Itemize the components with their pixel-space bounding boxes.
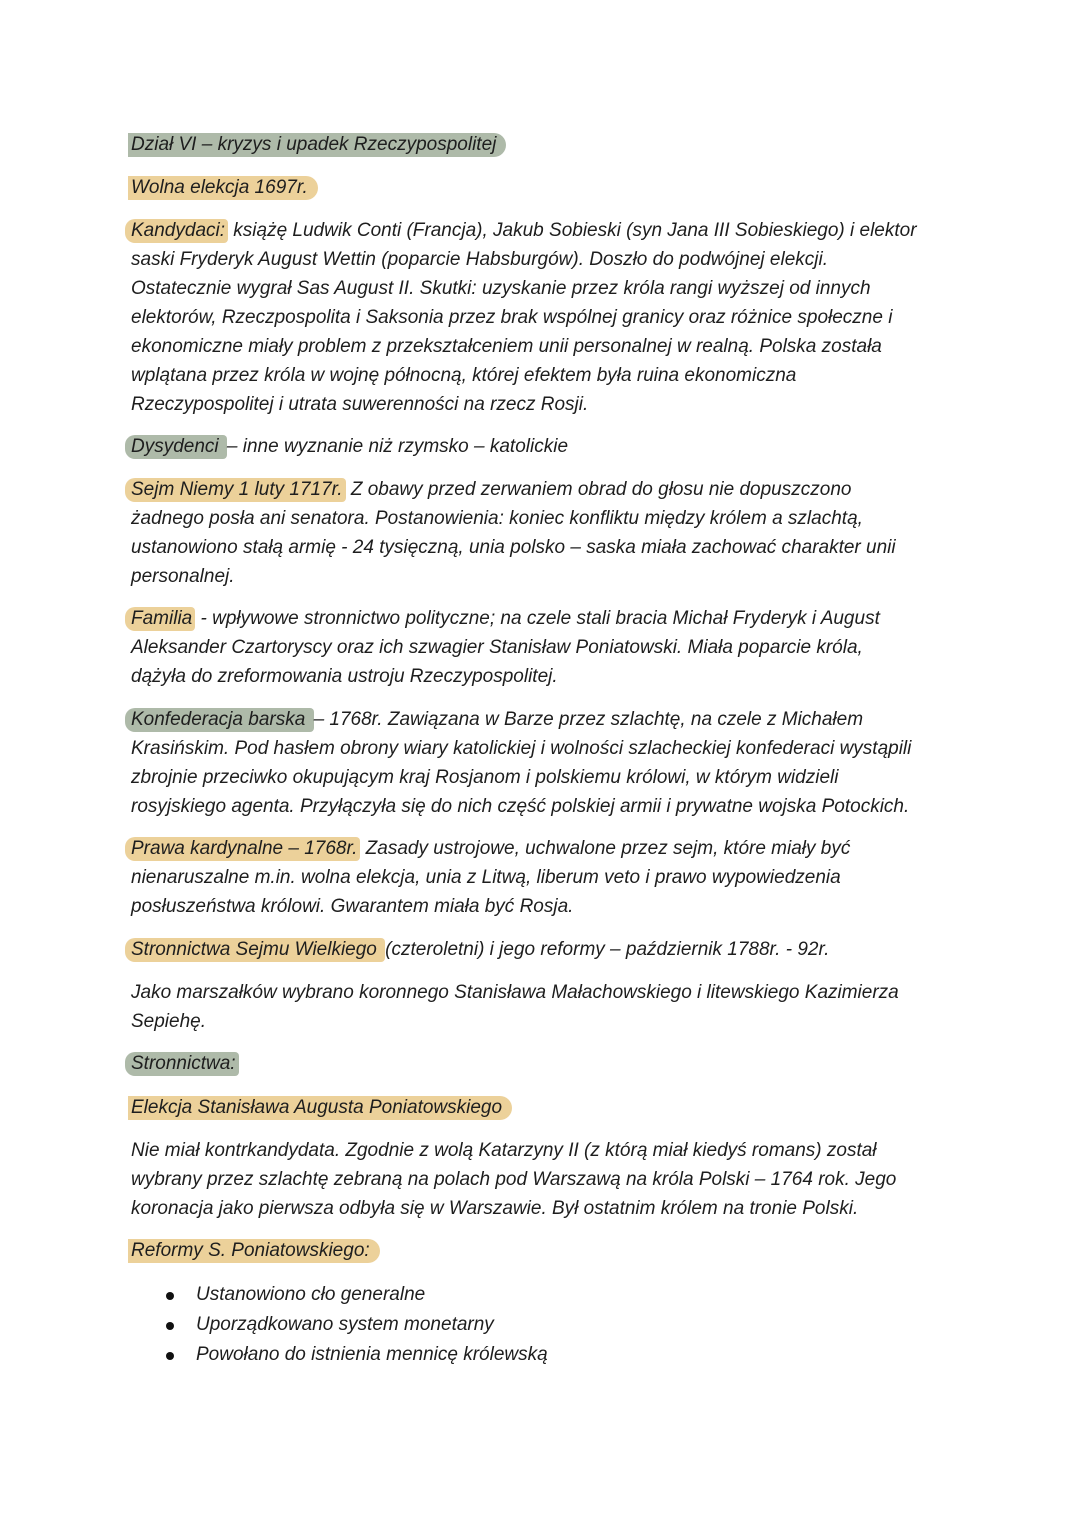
list-item: Ustanowiono cło generalne: [160, 1280, 548, 1310]
paragraph-kandydaci: Kandydaci: książę Ludwik Conti (Francja), Jakub Sobieski (syn Jana III Sobieskiego) i elektor saski Fryderyk August Wettin (poparcie Habsburgów). Doszło do podwójnej elekcji. Ostatecznie wygrał Sas August II. Skutki: uzyskanie przez króla rangi wyższej od innych elektorów, Rzeczpospolita i Saksonia przez brak wspólnej granicy oraz różnice społeczne i ekonomiczne miały problem z przekształceniem unii personalnej w realną. Polska została wplątana przez króla w wojnę północną, której efektem była ruina ekonomiczna Rzeczypospolitej i utrata suwerenności na rzecz Rosji.: [131, 216, 961, 419]
term-stronnictwa-sejmu-wielkiego: Stronnictwa Sejmu Wielkiego: [125, 938, 385, 962]
reformy-list: [160, 1280, 548, 1370]
paragraph-prawa-kardynalne: Prawa kardynalne – 1768r. Zasady ustrojowe, uchwalone przez sejm, które miały być nienaruszalne m.in. wolna elekcja, unia z Litwą, liberum veto i prawo wypowiedzenia posłuszeństwa królowi. Gwarantem miała być Rosja.: [131, 834, 961, 921]
section-heading-stronnictwa: Stronnictwa:: [131, 1049, 239, 1078]
paragraph-dysydenci: Dysydenci – inne wyznanie niż rzymsko – katolickie: [131, 432, 568, 461]
paragraph-familia: Familia - wpływowe stronnictwo polityczne; na czele stali bracia Michał Fryderyk i August Aleksander Czartoryscy oraz ich szwagier Stanisław Poniatowski. Miała poparcie króla, dążyła do zreformowania ustroju Rzeczypospolitej.: [131, 604, 961, 691]
paragraph-elekcja-opis: Nie miał kontrkandydata. Zgodnie z wolą Katarzyny II (z którą miał kiedyś romans) został wybrany przez szlachtę zebraną na polach pod Warszawą na króla Polski – 1764 rok. Jego koronacja jako pierwsza odbyła się w Warszawie. Był ostatnim królem na tronie Polski.: [131, 1140, 897, 1219]
term-dysydenci: Dysydenci: [125, 435, 227, 459]
document-title: Dział VI – kryzys i upadek Rzeczypospolitej: [131, 130, 506, 159]
term-sejm-niemy: Sejm Niemy 1 luty 1717r.: [125, 478, 346, 502]
paragraph-stronnictwa-sejmu-wielkiego: Stronnictwa Sejmu Wielkiego (czteroletni) i jego reformy – październik 1788r. - 92r.: [131, 935, 829, 964]
list-item: Powołano do istnienia mennicę królewską: [160, 1340, 548, 1370]
section-heading-wolna-elekcja: Wolna elekcja 1697r.: [131, 173, 318, 202]
section-heading-elekcja-sap: Elekcja Stanisława Augusta Poniatowskiego: [131, 1093, 512, 1122]
paragraph-sejm-niemy: Sejm Niemy 1 luty 1717r. Z obawy przed zerwaniem obrad do głosu nie dopuszczono żadnego posła ani senatora. Postanowienia: koniec konfliktu między królem a szlachtą, ustanowiono stałą armię - 24 tysięczną, unia polsko – saska miała zachować charakter unii personalnej.: [131, 475, 961, 591]
paragraph-konfederacja-barska: Konfederacja barska – 1768r. Zawiązana w Barze przez szlachtę, na czele z Michałem Krasińskim. Pod hasłem obrony wiary katolickiej i wolności szlacheckiej konfederaci wystąpili zbrojnie przeciwko okupującym kraj Rosjanom i polskiemu królowi, w którym widzieli rosyjskiego agenta. Przyłączyła się do nich część polskiej armii i prywatne wojska Potockich.: [131, 705, 961, 821]
term-prawa-kardynalne: Prawa kardynalne – 1768r.: [125, 837, 360, 861]
term-konfederacja-barska: Konfederacja barska: [125, 708, 314, 732]
term-familia: Familia: [125, 607, 195, 631]
section-heading-reformy: Reformy S. Poniatowskiego:: [131, 1236, 380, 1265]
term-kandydaci: Kandydaci:: [125, 219, 228, 243]
list-item: Uporządkowano system monetarny: [160, 1310, 548, 1340]
paragraph-marszalkowie: Jako marszałków wybrano koronnego Stanisława Małachowskiego i litewskiego Kazimierza Sepiehę.: [131, 982, 899, 1032]
